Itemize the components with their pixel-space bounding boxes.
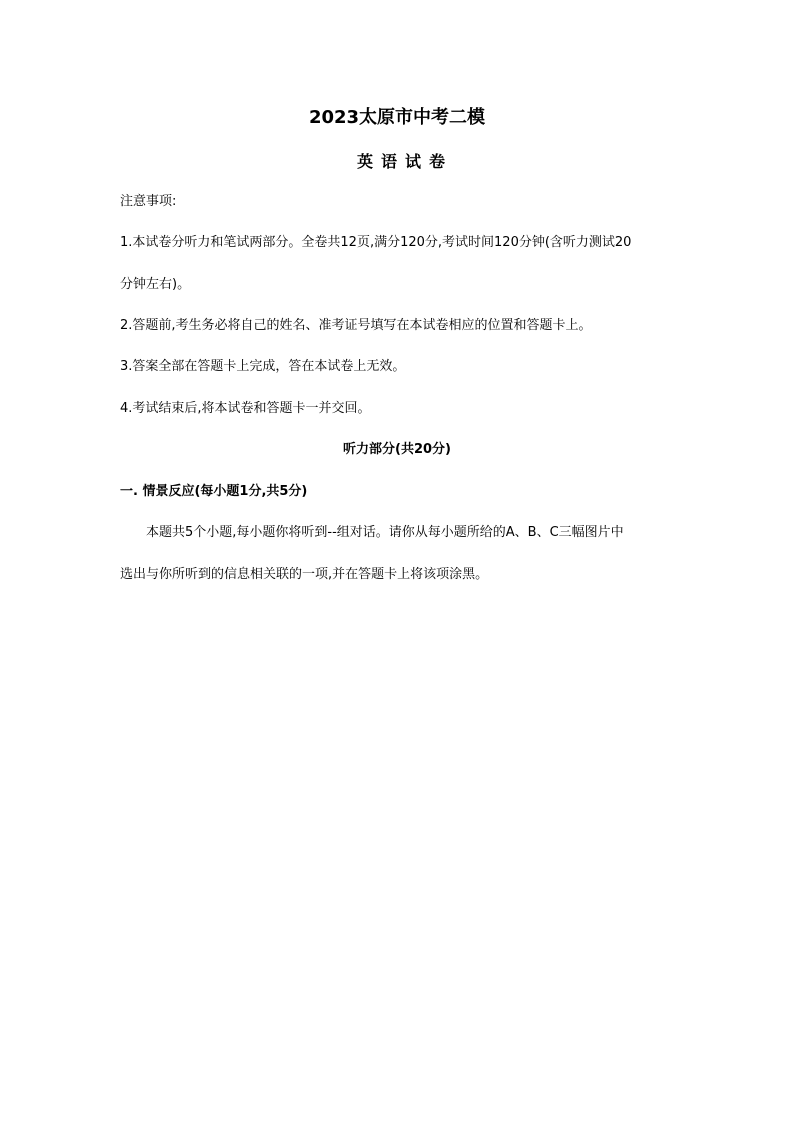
notice-item-3: 3.答案全部在答题卡上完成，答在本试卷上无效。 [120, 359, 406, 374]
notice-heading: 注意事项: [120, 194, 177, 209]
exam-subtitle: 英语试卷 [356, 152, 453, 171]
instructions-line-2: 选出与你所听到的信息相关联的一项,并在答题卡上将该项涂黑。 [120, 567, 489, 582]
instructions-line-1: 本题共5个小题,每小题你将听到--组对话。请你从每小题所给的A、B、C三幅图片中 [146, 525, 624, 540]
exam-title: 2023太原市中考二模 [308, 107, 486, 128]
section-title: 听力部分(共20分) [343, 442, 451, 457]
notice-item-2: 2.答题前,考生务必将自己的姓名、准考证号填写在本试卷相应的位置和答题卡上。 [120, 318, 592, 333]
notice-item-1: 1.本试卷分听力和笔试两部分。全卷共12页,满分120分,考试时间120分钟(含听力测试20 [120, 235, 632, 250]
notice-item-1-continued: 分钟左右)。 [120, 277, 191, 292]
part-heading: 一. 情景反应(每小题1分,共5分) [120, 484, 308, 499]
notice-item-4: 4.考试结束后,将本试卷和答题卡一并交回。 [120, 401, 371, 416]
